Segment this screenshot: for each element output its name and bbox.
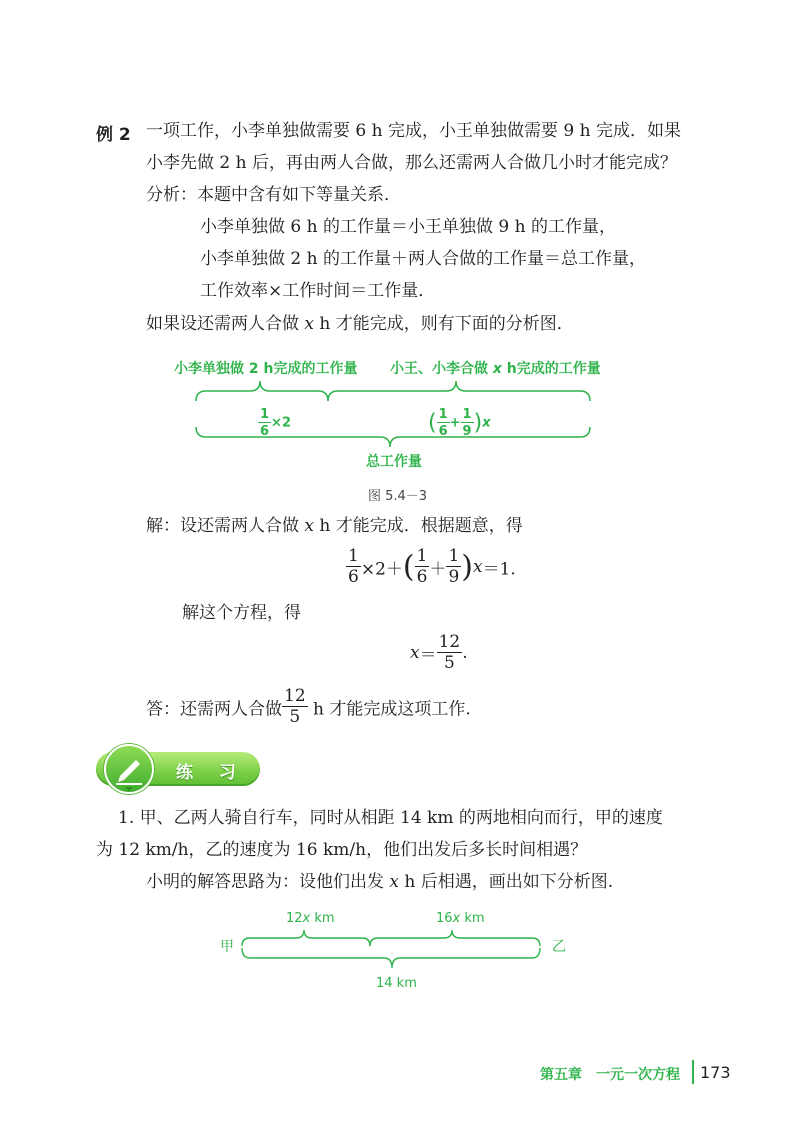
fig1-caption: 图 5.4－3	[368, 489, 428, 504]
answer-frac	[282, 688, 308, 726]
fig2-seg2-a: 16	[436, 911, 453, 926]
setup-text-b: h 才能完成，则有下面的分析图．	[314, 314, 574, 334]
practice-q1-line1: 1. 甲、乙两人骑自行车，同时从相距 14 km 的两地相向而行，甲的速度	[118, 808, 663, 828]
result-frac-den: 5	[444, 653, 455, 673]
setup-text-a: 如果设还需两人合做	[146, 314, 305, 334]
problem-line-2: 小李先做 2 h 后，再由两人合做，那么还需两人合做几小时才能完成？	[146, 153, 677, 173]
eq-close: )	[461, 549, 473, 585]
eq-frac1	[346, 548, 361, 586]
solution-intro-a: 解：设还需两人合做	[146, 516, 305, 536]
practice-badge-circle	[104, 744, 154, 794]
fig1-label-left: 小李单独做 2 h完成的工作量	[174, 361, 358, 377]
fig1-right-close: )	[473, 410, 483, 436]
solution-result	[410, 634, 468, 672]
answer-suffix: h 才能完成这项工作.	[307, 699, 471, 720]
relation-2: 小李单独做 2 h 的工作量＋两人合做的工作量＝总工作量，	[200, 249, 646, 269]
fig1-right-frac1-num: 1	[438, 407, 448, 422]
fig1-right-frac2	[461, 408, 474, 438]
practice-hint-b: h 后相遇，画出如下分析图.	[399, 872, 614, 892]
fig2-bottom-brace	[242, 948, 540, 968]
eq-frac3-den: 9	[448, 567, 460, 587]
eq-frac1-den: 6	[348, 567, 359, 587]
fig2-left-label: 甲	[220, 939, 234, 955]
setup-sentence	[146, 313, 574, 335]
fig1-left-frac-den: 6	[260, 424, 270, 439]
practice-q1-line2: 为 12 km/h，乙的速度为 16 km/h，他们出发后多长时间相遇？	[96, 840, 588, 860]
fig2-top-brace-right	[370, 930, 540, 946]
relation-1: 小李单独做 6 h 的工作量＝小王单独做 9 h 的工作量，	[200, 217, 616, 237]
solve-text: 解这个方程，得	[182, 603, 301, 623]
solution-intro	[146, 515, 523, 537]
fig1-left-frac	[258, 408, 271, 438]
fig2-seg1-label	[286, 911, 335, 926]
fig2-seg2-b: km	[460, 911, 485, 926]
analysis-intro: 分析：本题中含有如下等量关系．	[146, 185, 401, 205]
fig1-right-open: (	[428, 410, 437, 436]
fig2-seg1-a: 12	[286, 911, 303, 926]
fig1-right-expr	[428, 408, 491, 438]
fig2-seg1-b: km	[310, 911, 335, 926]
eq-frac2-den: 6	[416, 567, 428, 587]
footer-divider	[692, 1060, 694, 1084]
fig1-left-frac-num: 1	[260, 407, 270, 422]
fig1-label-right-a: 小王、小李合做	[390, 361, 493, 377]
relation-3: 工作效率×工作时间＝工作量．	[200, 281, 436, 301]
fig1-bottom-brace	[196, 427, 590, 447]
practice-hint-a: 小明的解答思路为：设他们出发	[146, 872, 390, 892]
practice-badge-label: 练 习	[176, 763, 246, 783]
eq-frac2-num: 1	[416, 546, 428, 566]
answer-frac-num: 12	[284, 686, 306, 706]
page-number: 173	[700, 1063, 731, 1082]
fig1-total-label: 总工作量	[366, 454, 422, 470]
eq-var: x	[472, 557, 483, 577]
fig2-seg1-var: x	[302, 911, 311, 926]
fig2-seg2-var: x	[452, 911, 461, 926]
fig1-right-var: x	[482, 415, 491, 431]
result-eq: ＝	[419, 645, 437, 666]
fig2-top-brace-left	[242, 930, 370, 946]
answer-prefix: 答：还需两人合做	[146, 699, 282, 720]
solution-intro-b: h 才能完成．根据题意，得	[314, 516, 523, 536]
fig1-label-right-var: x	[492, 361, 502, 377]
solution-equation	[346, 548, 516, 586]
answer-frac-den: 5	[289, 707, 301, 727]
fig2-seg2-label	[436, 911, 485, 926]
eq-frac3	[446, 548, 461, 586]
example-label: 例 2	[96, 125, 131, 145]
setup-var: x	[304, 314, 314, 334]
problem-line-1: 一项工作，小李单独做需要 6 h 完成，小王单独做需要 9 h 完成．如果	[146, 121, 681, 141]
result-frac-num: 12	[438, 632, 461, 652]
fig1-top-brace-right	[328, 381, 590, 401]
fig1-braces	[190, 375, 600, 450]
footer-chapter: 第五章 一元一次方程	[540, 1067, 680, 1083]
eq-frac1-num: 1	[348, 546, 359, 566]
eq-open: (	[402, 549, 415, 585]
fig1-left-tail: ×2	[271, 415, 291, 431]
fig1-top-brace-left	[196, 381, 328, 401]
pencil-icon	[106, 746, 152, 792]
eq-frac2	[415, 548, 430, 586]
practice-hint	[146, 871, 613, 893]
result-dot: .	[462, 643, 468, 663]
fig1-right-plus: +	[449, 415, 461, 431]
eq-frac3-num: 1	[448, 546, 460, 566]
solution-intro-var: x	[304, 516, 314, 536]
practice-hint-var: x	[389, 872, 399, 892]
eq-times2: ×2＋	[360, 559, 403, 580]
result-frac	[437, 634, 463, 672]
fig2-total-label: 14 km	[376, 976, 417, 991]
fig1-right-frac1	[437, 408, 450, 438]
result-var: x	[410, 643, 420, 663]
fig1-left-expr	[258, 408, 291, 438]
answer-line	[146, 688, 471, 726]
fig1-right-frac2-den: 9	[462, 424, 472, 439]
fig1-right-frac1-den: 6	[438, 424, 448, 439]
fig2-braces	[238, 926, 548, 976]
fig1-label-right-b: h完成的工作量	[501, 361, 601, 377]
eq-rhs: ＝1.	[482, 559, 516, 580]
eq-plus: ＋	[429, 559, 447, 580]
fig2-right-label: 乙	[552, 939, 566, 955]
fig1-right-frac2-num: 1	[462, 407, 472, 422]
